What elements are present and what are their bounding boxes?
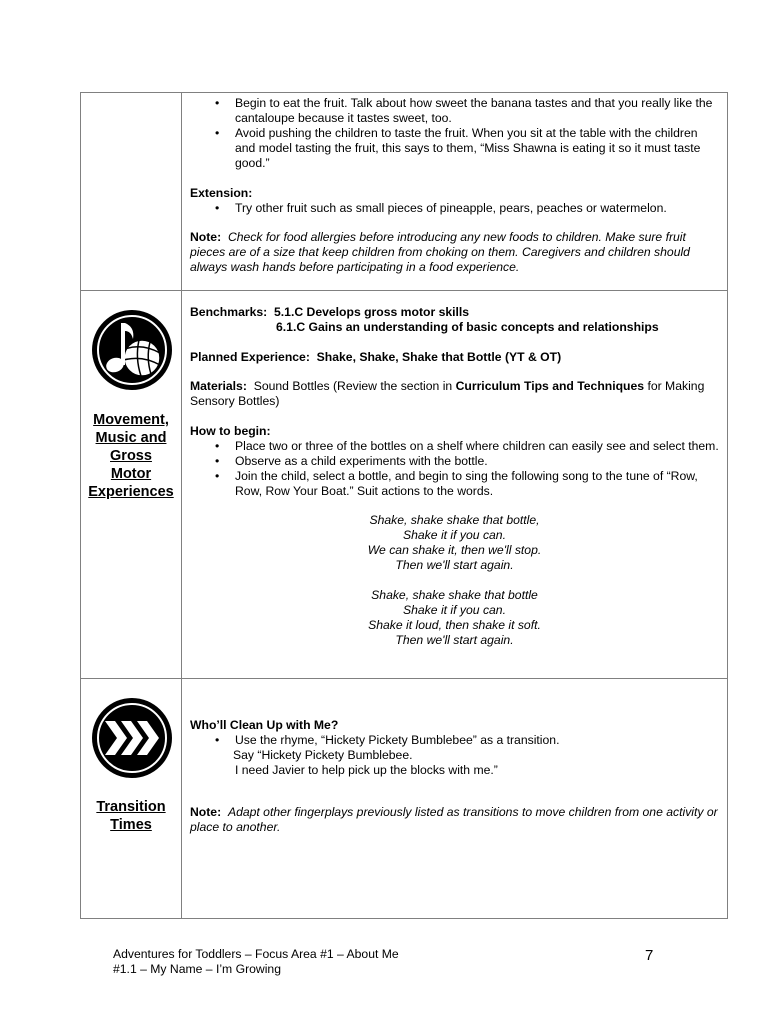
row2-right-cell [182,291,727,678]
section-title-movement: Movement, Music and Gross Motor Experiences [88,412,174,500]
row2-left-cell [81,291,182,678]
extension-list [190,201,719,216]
benchmarks: Benchmarks: 5.1.C Develops gross motor skills [190,305,470,319]
fruit-bullet-list [190,96,719,171]
row3-right-cell [182,679,727,918]
footer-line-1: Adventures for Toddlers – Focus Area #1 – About Me [113,947,399,961]
list-item: • Begin to eat the fruit. Talk about how sweet the banana tastes and that you really like the cantaloupe because it tastes sweet, too. [235,96,719,126]
row-fruit-continuation [81,93,727,291]
rhyme-line-2: I need Javier to help pick up the blocks with me.” [235,763,498,777]
benchmark-2: 6.1.C Gains an understanding of basic concepts and relationships [276,320,659,334]
transition-note: Note: Adapt other fingerplays previously listed as transitions to move children from one activity or place to another. [190,805,718,834]
list-item: • Try other fruit such as small pieces of pineapple, pears, peaches or watermelon. [235,201,719,216]
fruit-note [190,230,719,275]
extension-label: Extension: [190,186,253,200]
curriculum-table [80,92,728,919]
song-verse-2: Shake, shake shake that bottle Shake it if you can. Shake it loud, then shake it soft. Then we'll start again. [368,588,541,647]
row-transition-times [81,679,727,918]
row3-left-cell [81,679,182,918]
how-to-list [190,439,719,499]
clean-up-heading: Who’ll Clean Up with Me? [190,718,339,732]
section-title-transition: Transition Times [96,799,166,833]
list-item: • Use the rhyme, “Hickety Pickety Bumblebee” as a transition. [235,733,719,748]
page-number: 7 [645,947,654,964]
rhyme-line-1: Say “Hickety Pickety Bumblebee. [233,748,413,762]
list-item: • Observe as a child experiments with the bottle. [235,454,719,469]
how-to-begin-label: How to begin: [190,424,271,438]
song-verse-1: Shake, shake shake that bottle, Shake it if you can. We can shake it, then we'll stop. Then we'll start again. [367,513,542,572]
row-movement-music [81,291,727,679]
transition-list [190,733,719,748]
footer-line-2: #1.1 – My Name – I’m Growing [113,962,281,976]
planned-experience: Planned Experience: Shake, Shake, Shake that Bottle (YT & OT) [190,350,562,364]
list-item: • Avoid pushing the children to taste the fruit. When you sit at the table with the children and model tasting the fruit, this says to them, “Miss Shawna is eating it so it must taste good.” [235,126,719,171]
list-item: • Place two or three of the bottles on a shelf where children can easily see and select them. [235,439,719,454]
note-text: Check for food allergies before introducing any new foods to children. Make sure fruit pieces are of a size that keep children from choking on them. Caregivers and children should always wash hands before participating in a food experience. [190,230,690,274]
footer-text [113,947,399,977]
music-note-ball-icon [91,309,173,391]
triple-chevron-arrows-icon [91,697,173,779]
list-item: • Join the child, select a bottle, and begin to sing the following song to the tune of “Row, Row, Row Your Boat.” Suit actions to the words. [235,469,719,499]
row1-right-cell [182,93,727,290]
row1-left-cell [81,93,182,290]
materials: Materials: Sound Bottles (Review the section in Curriculum Tips and Techniques for Making Sensory Bottles) [190,379,705,408]
note-label: Note: [190,230,222,244]
